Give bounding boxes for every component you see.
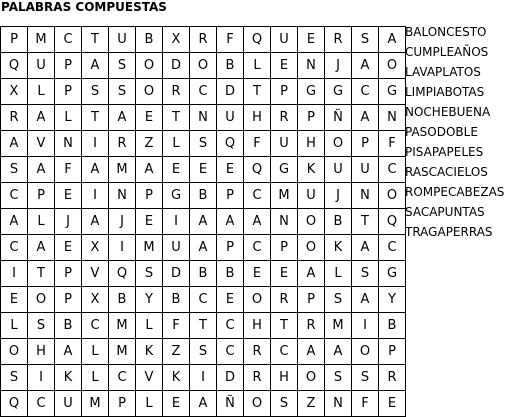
grid-cell[interactable]: L	[82, 339, 109, 365]
grid-row	[1, 365, 406, 391]
word-list-item: BALONCESTO	[405, 25, 487, 39]
grid-cell[interactable]: M	[109, 313, 136, 339]
grid-cell[interactable]: O	[1, 339, 28, 365]
grid-cell[interactable]: A	[325, 339, 352, 365]
word-list	[405, 22, 504, 242]
grid-cell[interactable]: C	[82, 313, 109, 339]
grid-cell[interactable]: U	[163, 235, 190, 261]
grid-cell[interactable]: A	[298, 339, 325, 365]
grid-cell[interactable]: R	[379, 365, 406, 391]
grid-cell[interactable]: A	[82, 157, 109, 183]
grid-cell[interactable]: K	[55, 365, 82, 391]
grid-cell[interactable]: J	[55, 209, 82, 235]
grid-cell[interactable]: T	[163, 105, 190, 131]
grid-cell[interactable]: E	[271, 261, 298, 287]
grid-cell[interactable]: F	[244, 131, 271, 157]
grid-cell[interactable]: G	[325, 79, 352, 105]
grid-cell[interactable]: R	[109, 131, 136, 157]
grid-cell[interactable]: E	[271, 53, 298, 79]
grid-cell[interactable]: C	[217, 313, 244, 339]
grid-row	[1, 235, 406, 261]
word-list-item: ROMPECABEZAS	[405, 185, 505, 199]
grid-cell[interactable]: Z	[163, 339, 190, 365]
word-list-item: SACAPUNTAS	[405, 205, 485, 219]
grid-cell[interactable]: M	[28, 27, 55, 53]
grid-cell[interactable]: U	[271, 131, 298, 157]
grid-cell[interactable]: J	[109, 209, 136, 235]
grid-cell[interactable]: S	[109, 53, 136, 79]
grid-cell[interactable]: R	[325, 27, 352, 53]
grid-cell[interactable]: J	[325, 53, 352, 79]
grid-cell[interactable]: P	[55, 79, 82, 105]
grid-cell[interactable]: I	[352, 313, 379, 339]
grid-cell[interactable]: U	[109, 27, 136, 53]
grid-cell[interactable]: D	[163, 261, 190, 287]
grid-cell[interactable]: O	[244, 391, 271, 417]
grid-cell[interactable]: X	[82, 235, 109, 261]
word-list-item: CUMPLEAÑOS	[405, 45, 489, 59]
grid-cell[interactable]: B	[379, 313, 406, 339]
grid-cell[interactable]: S	[109, 79, 136, 105]
grid-row	[1, 79, 406, 105]
grid-cell[interactable]: S	[352, 261, 379, 287]
grid-cell[interactable]: V	[82, 261, 109, 287]
grid-cell[interactable]: F	[163, 313, 190, 339]
grid-cell[interactable]: A	[217, 209, 244, 235]
grid-cell[interactable]: C	[190, 287, 217, 313]
grid-cell[interactable]: O	[244, 287, 271, 313]
grid-cell[interactable]: S	[325, 287, 352, 313]
grid-cell[interactable]: F	[217, 27, 244, 53]
grid-cell[interactable]: D	[217, 365, 244, 391]
word-list-item: RASCACIELOS	[405, 165, 488, 179]
grid-cell[interactable]: T	[271, 313, 298, 339]
grid-cell[interactable]: Q	[109, 261, 136, 287]
grid-cell[interactable]: A	[190, 235, 217, 261]
grid-cell[interactable]: F	[352, 391, 379, 417]
grid-cell[interactable]: T	[244, 79, 271, 105]
grid-cell[interactable]: E	[244, 261, 271, 287]
grid-cell[interactable]: Ñ	[217, 391, 244, 417]
grid-cell[interactable]: U	[271, 27, 298, 53]
grid-cell[interactable]: A	[298, 261, 325, 287]
grid-cell[interactable]: E	[55, 183, 82, 209]
grid-cell[interactable]: I	[190, 365, 217, 391]
grid-cell[interactable]: P	[379, 339, 406, 365]
grid-cell[interactable]: C	[271, 339, 298, 365]
grid-cell[interactable]: A	[82, 209, 109, 235]
grid-cell[interactable]: P	[55, 261, 82, 287]
grid-cell[interactable]: C	[244, 235, 271, 261]
grid-cell[interactable]: Y	[379, 287, 406, 313]
grid-cell[interactable]: T	[190, 313, 217, 339]
grid-cell[interactable]: D	[163, 53, 190, 79]
grid-cell[interactable]: G	[271, 157, 298, 183]
grid-row	[1, 183, 406, 209]
grid-cell[interactable]: R	[244, 339, 271, 365]
grid-cell[interactable]: O	[379, 183, 406, 209]
grid-cell[interactable]: E	[163, 391, 190, 417]
grid-cell[interactable]: S	[352, 365, 379, 391]
grid-cell[interactable]: M	[136, 235, 163, 261]
grid-cell[interactable]: T	[352, 209, 379, 235]
grid-cell[interactable]: S	[136, 261, 163, 287]
grid-cell[interactable]: E	[136, 209, 163, 235]
grid-cell[interactable]: N	[325, 391, 352, 417]
grid-cell[interactable]: O	[379, 53, 406, 79]
grid-cell[interactable]: Q	[1, 53, 28, 79]
grid-cell[interactable]: P	[298, 287, 325, 313]
grid-cell[interactable]: G	[379, 261, 406, 287]
grid-cell[interactable]: N	[352, 183, 379, 209]
grid-cell[interactable]: O	[298, 235, 325, 261]
grid-cell[interactable]: A	[379, 27, 406, 53]
grid-cell[interactable]: R	[271, 105, 298, 131]
grid-cell[interactable]: S	[82, 79, 109, 105]
grid-cell[interactable]: C	[379, 157, 406, 183]
grid-cell[interactable]: P	[28, 183, 55, 209]
word-search-grid	[0, 26, 406, 417]
grid-cell[interactable]: A	[352, 235, 379, 261]
grid-cell[interactable]: C	[55, 27, 82, 53]
grid-cell[interactable]: P	[55, 53, 82, 79]
grid-cell[interactable]: I	[163, 209, 190, 235]
grid-row	[1, 287, 406, 313]
grid-cell[interactable]: N	[109, 183, 136, 209]
grid-cell[interactable]: M	[82, 391, 109, 417]
grid-cell[interactable]: H	[271, 365, 298, 391]
grid-cell[interactable]: Ñ	[325, 105, 352, 131]
word-list-item: LIMPIABOTAS	[405, 85, 485, 99]
grid-cell[interactable]: E	[217, 287, 244, 313]
grid-cell[interactable]: L	[28, 209, 55, 235]
grid-cell[interactable]: X	[82, 287, 109, 313]
word-list-item: NOCHEBUENA	[405, 105, 491, 119]
grid-cell[interactable]: E	[55, 235, 82, 261]
grid-row	[1, 339, 406, 365]
grid-cell[interactable]: T	[82, 105, 109, 131]
grid-cell[interactable]: U	[28, 53, 55, 79]
grid-cell[interactable]: H	[298, 131, 325, 157]
grid-cell[interactable]: G	[163, 183, 190, 209]
grid-cell[interactable]: Q	[244, 27, 271, 53]
grid-cell[interactable]: S	[325, 365, 352, 391]
grid-cell[interactable]: P	[271, 79, 298, 105]
grid-cell[interactable]: A	[136, 157, 163, 183]
grid-cell[interactable]: H	[244, 313, 271, 339]
grid-cell[interactable]: R	[163, 79, 190, 105]
grid-cell[interactable]: C	[217, 339, 244, 365]
puzzle-title: PALABRAS COMPUESTAS	[1, 0, 167, 14]
grid-cell[interactable]: Q	[1, 391, 28, 417]
grid-cell[interactable]: K	[325, 235, 352, 261]
grid-cell[interactable]: P	[352, 131, 379, 157]
grid-cell[interactable]: F	[55, 157, 82, 183]
grid-cell[interactable]: E	[379, 391, 406, 417]
grid-cell[interactable]: Z	[298, 391, 325, 417]
grid-cell[interactable]: K	[136, 339, 163, 365]
grid-cell[interactable]: C	[244, 183, 271, 209]
grid-cell[interactable]: E	[217, 157, 244, 183]
grid-cell[interactable]: X	[1, 79, 28, 105]
grid-row	[1, 157, 406, 183]
word-list-item: LAVAPLATOS	[405, 65, 481, 79]
grid-cell[interactable]: A	[352, 287, 379, 313]
grid-cell[interactable]: B	[325, 209, 352, 235]
grid-cell[interactable]: L	[136, 313, 163, 339]
grid-cell[interactable]: R	[244, 365, 271, 391]
grid-cell[interactable]: G	[379, 79, 406, 105]
grid-cell[interactable]: P	[1, 27, 28, 53]
grid-cell[interactable]: Q	[379, 209, 406, 235]
grid-cell[interactable]: A	[28, 157, 55, 183]
grid-cell[interactable]: L	[325, 261, 352, 287]
grid-cell[interactable]: T	[82, 27, 109, 53]
grid-cell[interactable]: E	[298, 27, 325, 53]
word-list-item: TRAGAPERRAS	[405, 225, 493, 239]
grid-cell[interactable]: C	[1, 183, 28, 209]
grid-cell[interactable]: A	[190, 391, 217, 417]
grid-row	[1, 209, 406, 235]
word-list-item: PASODOBLE	[405, 125, 478, 139]
grid-cell[interactable]: D	[217, 79, 244, 105]
grid-cell[interactable]: P	[271, 235, 298, 261]
grid-cell[interactable]: F	[379, 131, 406, 157]
grid-cell[interactable]: A	[352, 53, 379, 79]
grid-cell[interactable]: A	[82, 53, 109, 79]
grid-cell[interactable]: L	[244, 53, 271, 79]
grid-cell[interactable]: B	[190, 261, 217, 287]
grid-cell[interactable]: L	[1, 313, 28, 339]
grid-cell[interactable]: A	[28, 105, 55, 131]
grid-cell[interactable]: G	[298, 79, 325, 105]
grid-cell[interactable]: L	[136, 391, 163, 417]
grid-cell[interactable]: C	[1, 235, 28, 261]
grid-cell[interactable]: O	[28, 287, 55, 313]
grid-cell[interactable]: E	[163, 157, 190, 183]
grid-cell[interactable]: A	[190, 209, 217, 235]
grid-cell[interactable]: S	[271, 391, 298, 417]
grid-cell[interactable]: M	[109, 157, 136, 183]
grid-row	[1, 105, 406, 131]
grid-cell[interactable]: N	[271, 209, 298, 235]
grid-cell[interactable]: U	[325, 157, 352, 183]
grid-cell[interactable]: P	[298, 105, 325, 131]
grid-row	[1, 313, 406, 339]
grid-cell[interactable]: L	[28, 79, 55, 105]
grid-cell[interactable]: K	[298, 157, 325, 183]
grid-cell[interactable]: J	[325, 183, 352, 209]
grid-row	[1, 261, 406, 287]
grid-cell[interactable]: E	[190, 157, 217, 183]
grid-cell[interactable]: U	[217, 105, 244, 131]
grid-cell[interactable]: B	[109, 287, 136, 313]
grid-cell[interactable]: O	[352, 339, 379, 365]
grid-cell[interactable]: O	[190, 53, 217, 79]
grid-cell[interactable]: U	[352, 157, 379, 183]
grid-cell[interactable]: A	[55, 339, 82, 365]
grid-cell[interactable]: B	[163, 287, 190, 313]
grid-cell[interactable]: I	[109, 235, 136, 261]
grid-cell[interactable]: P	[136, 183, 163, 209]
grid-cell[interactable]: H	[244, 105, 271, 131]
grid-cell[interactable]: L	[163, 131, 190, 157]
grid-cell[interactable]: N	[379, 105, 406, 131]
grid-cell[interactable]: P	[217, 235, 244, 261]
grid-cell[interactable]: B	[217, 261, 244, 287]
grid-cell[interactable]: A	[109, 105, 136, 131]
grid-cell[interactable]: O	[298, 209, 325, 235]
grid-cell[interactable]: R	[190, 27, 217, 53]
grid-cell[interactable]: Z	[136, 131, 163, 157]
grid-cell[interactable]: S	[28, 313, 55, 339]
grid-cell[interactable]: C	[352, 79, 379, 105]
grid-cell[interactable]: X	[163, 27, 190, 53]
grid-cell[interactable]: O	[136, 53, 163, 79]
grid-cell[interactable]: B	[217, 53, 244, 79]
grid-cell[interactable]: A	[244, 209, 271, 235]
word-list-item: PISAPAPELES	[405, 145, 484, 159]
grid-cell[interactable]: B	[190, 183, 217, 209]
grid-cell[interactable]: S	[1, 365, 28, 391]
grid-cell[interactable]: E	[1, 287, 28, 313]
grid-cell[interactable]: A	[1, 209, 28, 235]
grid-cell[interactable]: U	[298, 183, 325, 209]
grid-cell[interactable]: L	[82, 365, 109, 391]
grid-cell[interactable]: C	[109, 365, 136, 391]
grid-cell[interactable]: S	[190, 339, 217, 365]
grid-cell[interactable]: I	[1, 261, 28, 287]
grid-cell[interactable]: N	[55, 131, 82, 157]
grid-cell[interactable]: N	[190, 105, 217, 131]
grid-cell[interactable]: S	[1, 157, 28, 183]
grid-cell[interactable]: R	[271, 287, 298, 313]
grid-cell[interactable]: Y	[136, 287, 163, 313]
grid-row	[1, 27, 406, 53]
grid-row	[1, 53, 406, 79]
grid-cell[interactable]: T	[28, 261, 55, 287]
grid-cell[interactable]: Q	[244, 157, 271, 183]
grid-cell[interactable]: O	[325, 131, 352, 157]
grid-cell[interactable]: N	[298, 53, 325, 79]
grid-cell[interactable]: M	[109, 339, 136, 365]
grid-cell[interactable]: R	[1, 105, 28, 131]
grid-cell[interactable]: P	[109, 391, 136, 417]
grid-cell[interactable]: C	[28, 391, 55, 417]
grid-cell[interactable]: E	[136, 105, 163, 131]
grid-cell[interactable]: C	[379, 235, 406, 261]
grid-cell[interactable]: P	[217, 183, 244, 209]
grid-cell[interactable]: S	[352, 27, 379, 53]
grid-cell[interactable]: H	[28, 339, 55, 365]
grid-cell[interactable]: Q	[217, 131, 244, 157]
grid-cell[interactable]: U	[55, 391, 82, 417]
grid-cell[interactable]: V	[136, 365, 163, 391]
grid-cell[interactable]: P	[55, 287, 82, 313]
grid-cell[interactable]: B	[136, 27, 163, 53]
grid-cell[interactable]: V	[28, 131, 55, 157]
grid-cell[interactable]: A	[352, 105, 379, 131]
grid-row	[1, 131, 406, 157]
grid-cell[interactable]: I	[82, 183, 109, 209]
grid-cell[interactable]: I	[82, 131, 109, 157]
grid-cell[interactable]: K	[163, 365, 190, 391]
grid-cell[interactable]: I	[28, 365, 55, 391]
grid-cell[interactable]: L	[55, 105, 82, 131]
grid-cell[interactable]: A	[1, 131, 28, 157]
grid-row	[1, 391, 406, 417]
grid-cell[interactable]: O	[136, 79, 163, 105]
grid-cell[interactable]: B	[55, 313, 82, 339]
grid-cell[interactable]: M	[325, 313, 352, 339]
grid-cell[interactable]: O	[298, 365, 325, 391]
grid-cell[interactable]: A	[28, 235, 55, 261]
grid-cell[interactable]: R	[298, 313, 325, 339]
grid-cell[interactable]: C	[190, 79, 217, 105]
grid-cell[interactable]: S	[190, 131, 217, 157]
grid-cell[interactable]: M	[271, 183, 298, 209]
